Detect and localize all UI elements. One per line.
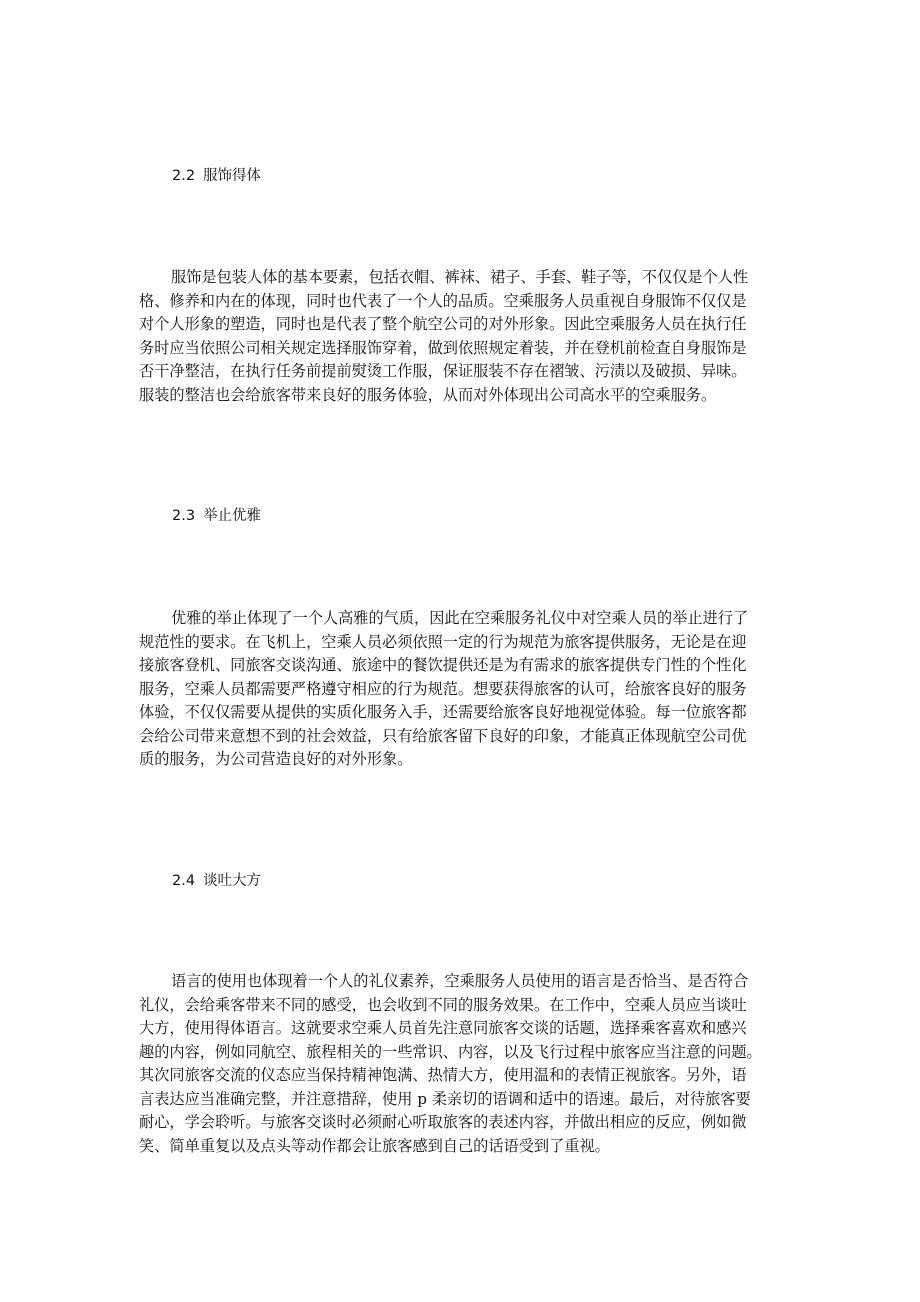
paragraph-line: 规范性的要求。在飞机上，空乘人员必须依照一定的行为规范为旅客提供服务，无论是在迎 (139, 632, 747, 651)
section-title: 谈吐大方 (203, 873, 262, 889)
paragraph-line: 服务，空乘人员都需要严格遵守相应的行为规范。想要获得旅客的认可，给旅客良好的服务 (139, 679, 747, 698)
section-number: 2.2 (172, 168, 196, 184)
paragraph-line: 服装的整洁也会给旅客带来良好的服务体验，从而对外体现出公司高水平的空乘服务。 (139, 385, 717, 404)
section-number: 2.4 (172, 873, 196, 889)
paragraph-line: 耐心，学会聆听。与旅客交谈时必须耐心听取旅客的表述内容，并做出相应的反应，例如微 (139, 1113, 747, 1131)
section-heading-2-4 (172, 871, 261, 891)
paragraph-line: 对个人形象的塑造，同时也是代表了整个航空公司的对外形象。因此空乘服务人员在执行任 (139, 315, 747, 333)
section-heading-2-2 (172, 166, 261, 186)
section-number: 2.3 (172, 508, 196, 524)
paragraph-line: 务时应当依照公司相关规定选择服饰穿着，做到依照规定着装，并在登机前检查自身服饰是 (139, 338, 747, 357)
paragraph-line: 其次同旅客交流的仪态应当保持精神饱满、热情大方，使用温和的表情正视旅客。另外，语 (139, 1066, 747, 1084)
section-title: 举止优雅 (203, 508, 262, 524)
paragraph-line: 笑、简单重复以及点头等动作都会让旅客感到自己的话语受到了重视。 (139, 1136, 610, 1155)
paragraph-line: 体验，不仅仅需要从提供的实质化服务入手，还需要给旅客良好地视觉体验。每一位旅客都 (139, 703, 747, 721)
section-paragraph-2-3 (139, 607, 789, 772)
paragraph-line: 优雅的举止体现了一个人高雅的气质，因此在空乘服务礼仪中对空乘人员的举止进行了 (171, 609, 749, 627)
paragraph-line: 言表达应当准确完整，并注意措辞，使用 p 柔亲切的语调和适中的语速。最后，对待旅客要 (139, 1089, 751, 1108)
section-paragraph-2-4 (139, 970, 789, 1158)
paragraph-line: 趣的内容，例如同航空、旅程相关的一些常识、内容，以及飞行过程中旅客应当注意的问题。 (139, 1042, 762, 1061)
section-heading-2-3 (172, 506, 261, 526)
paragraph-line: 否干净整洁，在执行任务前提前熨烫工作服，保证服装不存在褶皱、污渍以及破损、异味。 (139, 362, 747, 380)
section-title: 服饰得体 (203, 168, 262, 184)
paragraph-line: 大方，使用得体语言。这就要求空乘人员首先注意同旅客交谈的话题，选择乘客喜欢和感兴 (139, 1019, 747, 1037)
paragraph-line: 格、修养和内在的体现，同时也代表了一个人的品质。空乘服务人员重视自身服饰不仅仅是 (139, 291, 747, 310)
paragraph-line: 礼仪，会给乘客带来不同的感受，也会收到不同的服务效果。在工作中，空乘人员应当谈吐 (139, 995, 747, 1014)
paragraph-line: 接旅客登机、同旅客交谈沟通、旅途中的餐饮提供还是为有需求的旅客提供专门性的个性化 (139, 656, 747, 674)
paragraph-line: 质的服务，为公司营造良好的对外形象。 (139, 750, 413, 768)
paragraph-line: 语言的使用也体现着一个人的礼仪素养，空乘服务人员使用的语言是否恰当、是否符合 (171, 972, 749, 990)
section-paragraph-2-2 (139, 266, 789, 407)
paragraph-line: 会给公司带来意想不到的社会效益，只有给旅客留下良好的印象，才能真正体现航空公司优 (139, 726, 747, 745)
paragraph-line: 服饰是包装人体的基本要素，包括衣帽、裤袜、裙子、手套、鞋子等，不仅仅是个人性 (171, 268, 749, 286)
